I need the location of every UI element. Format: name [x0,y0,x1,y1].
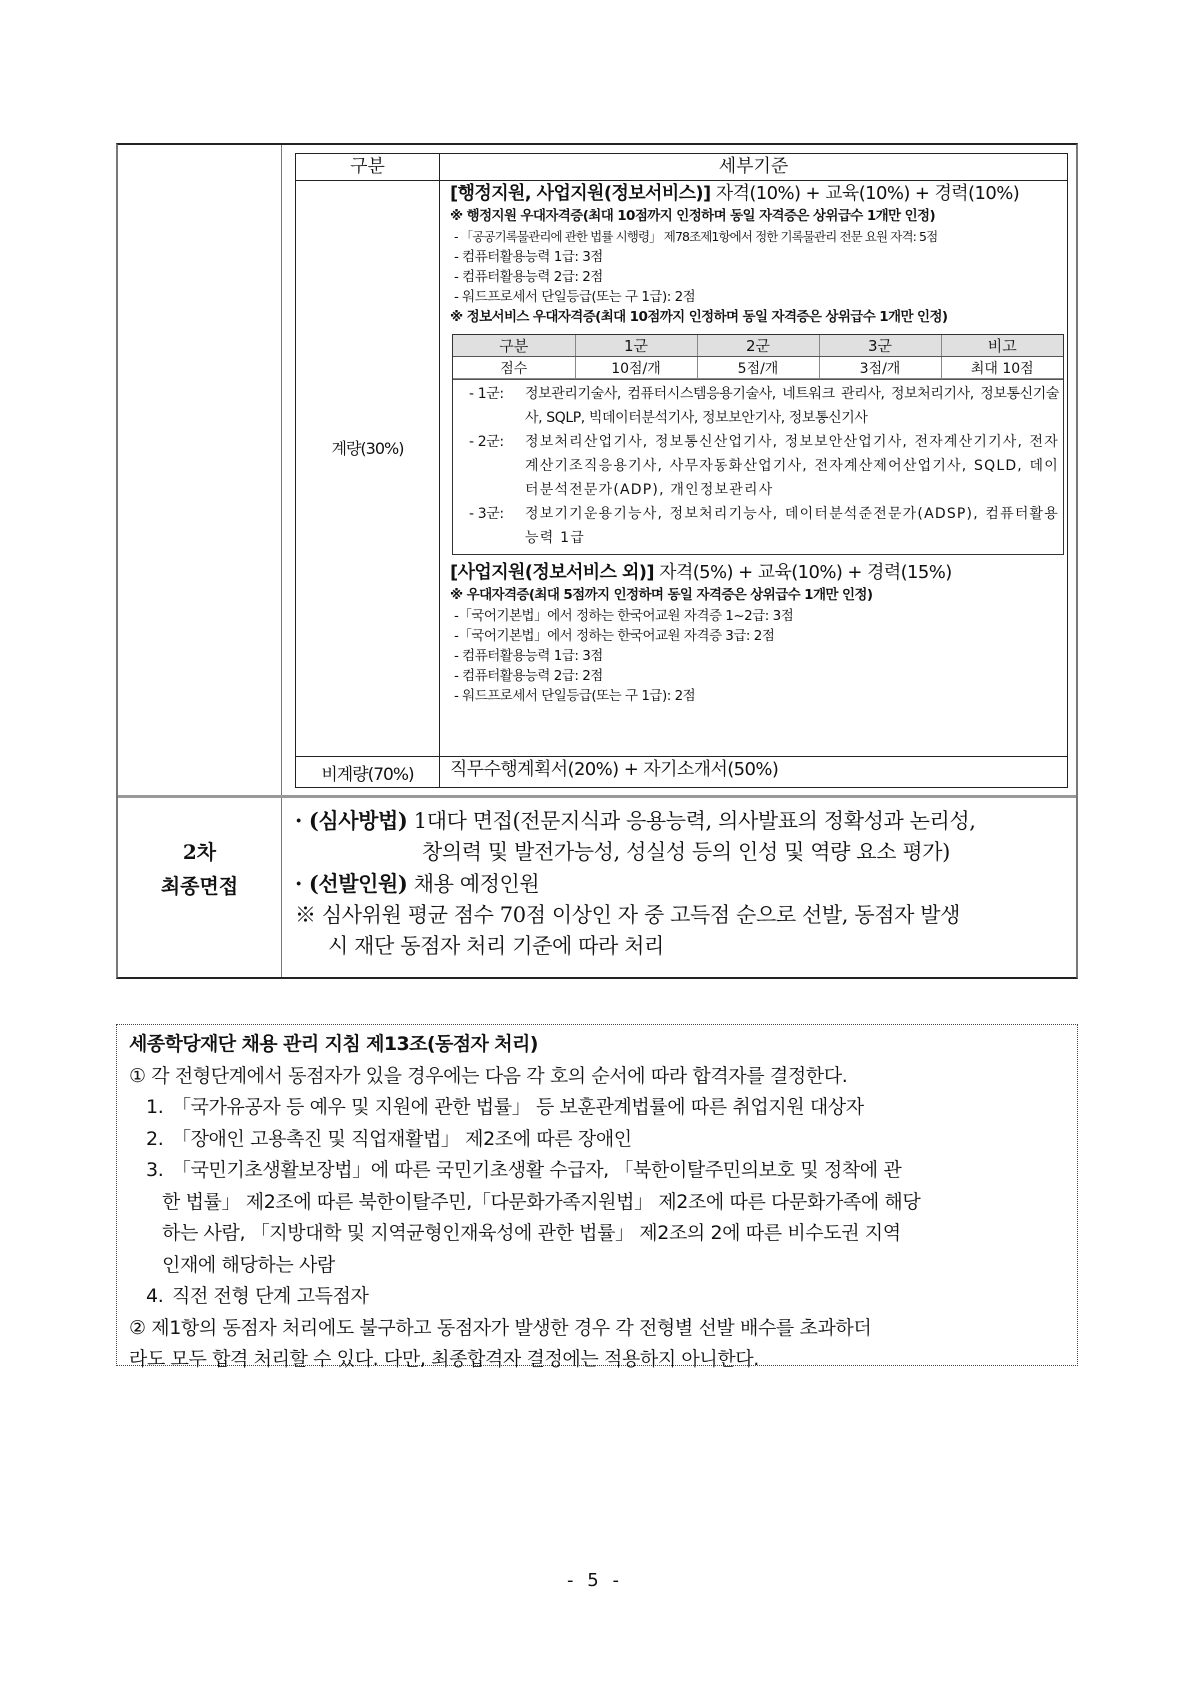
group-score-cell: 최대 10점 [941,357,1063,379]
admin-cert-item: - 컴퓨터활용능력 1급: 3점 [454,249,603,265]
section2-cert-item: - 컴퓨터활용능력 1급: 3점 [454,648,603,664]
cert-group-3 [469,502,1059,550]
nonquant-divider [296,756,1067,757]
stage2-label-line2: 최종면접 [160,874,239,898]
page-number: - 5 - [567,1570,623,1591]
rule-paragraph-2: ② 제1항의 동점자 처리에도 불구하고 동점자가 발생한 경우 각 전형별 선발 배수를 초과하더 [129,1316,872,1339]
method-line [295,805,1065,837]
admin-cert-note: ※ 행정지원 우대자격증(최대 10점까지 인정하며 동일 자격증은 상위급수 1개만 인정) [450,208,936,224]
cert-group-table [452,334,1064,555]
group-score-cell: 3점/개 [819,357,941,379]
rule-item-text: 「장애인 고용촉진 및 직업재활법」 제2조에 따른 장애인 [172,1127,632,1150]
rule-item-number: 1. [146,1096,164,1118]
admin-cert-item: - 컴퓨터활용능력 2급: 2점 [454,269,603,285]
stage2-note-continuation: 시 재단 동점자 처리 기준에 따라 처리 [328,934,664,958]
group-header-cell: 구분 [453,335,575,357]
criteria-table [295,153,1068,788]
admin-cert-item: - 「공공기록물관리에 관한 법률 시행령」 제78조제1항에서 정한 기록물관리 전문 요원 자격: 5점 [454,229,938,244]
rule-item [129,1124,1067,1156]
rule-item [129,1155,1067,1187]
header-divider [296,180,1067,181]
section2-cert-item: - 워드프로세서 단일등급(또는 구 1급): 2점 [454,688,696,704]
group-key: - 3군: [469,506,504,522]
method-continuation: 창의력 및 발전가능성, 성실성 등의 인성 및 역량 요소 평가) [422,840,950,864]
section2-cert-note: ※ 우대자격증(최대 5점까지 인정하며 동일 자격증은 상위급수 1개만 인정) [450,587,873,603]
row-divider [118,795,1076,798]
rule-item-text: 직전 전형 단계 고득점자 [172,1285,369,1307]
nonquant-detail [450,758,1064,782]
tie-break-rule-box [116,1024,1078,1370]
rule-item-number: 4. [146,1285,164,1307]
group-score-cell: 점수 [453,357,575,379]
evaluation-table [116,143,1078,979]
section2-title [450,561,1064,585]
cert-group-list [453,379,1063,554]
quantitative-label: 계량(30%) [331,439,404,458]
rule-item [129,1092,1067,1124]
section1-title-bold: [행정지원, 사업지원(정보서비스)] [450,183,711,204]
rule-item-number: 3. [146,1159,164,1181]
header-category: 구분 [350,156,385,177]
nonquant-detail-text: 직무수행계획서(20%) + 자기소개서(50%) [450,759,779,780]
section2-title-weights: 자격(5%) + 교육(10%) + 경력(15%) [654,562,952,583]
select-line [295,868,1065,900]
rule-item-continuation: 인재에 해당하는 사람 [162,1253,335,1276]
admin-cert-item: - 워드프로세서 단일등급(또는 구 1급): 2점 [454,289,696,305]
group-table-header [453,335,1063,357]
stage2-detail [295,805,1065,962]
group-value: 정보관리기술사, 컴퓨터시스템응용기술사, 네트워크 관리사, 정보처리기사, 정보통신기술사, SQLP, 빅데이터분석기사, 정보보안기사, 정보통신기사 [525,386,1059,426]
rule-item-continuation: 한 법률」 제2조에 따른 북한이탈주민,「다문화가족지원법」 제2조에 따른 다문화가족에 해당 [162,1190,921,1213]
section2-title-bold: [사업지원(정보서비스 외)] [450,562,655,583]
group-header-cell: 3군 [819,335,941,357]
section2-cert-item: -「국어기본법」에서 정하는 한국어교원 자격증 1~2급: 3점 [454,608,794,624]
group-value: 정보처리산업기사, 정보통신산업기사, 정보보안산업기사, 전자계산기기사, 전자계산기조직응용기사, 사무자동화산업기사, 전자계산제어산업기사, SQLD, 데이터분석전문가(ADP), 개인정보관리사 [525,434,1059,498]
criteria-column-divider [439,154,440,787]
stage2-label [118,835,281,903]
column-divider [281,145,282,977]
rule-item-text: 「국민기초생활보장법」에 따른 국민기초생활 수급자, 「북한이탈주민의보호 및 정착에 관 [172,1159,902,1181]
group-score-row [453,357,1063,379]
section2-cert-item: - 컴퓨터활용능력 2급: 2점 [454,668,603,684]
group-header-cell: 비고 [941,335,1063,357]
stage2-label-line1: 2차 [182,840,217,864]
section2-cert-item: -「국어기본법」에서 정하는 한국어교원 자격증 3급: 2점 [454,628,775,644]
group-header-cell: 1군 [575,335,697,357]
header-detail: 세부기준 [718,156,789,177]
stage2-note: ※ 심사위원 평균 점수 70점 이상인 자 중 고득점 순으로 선발, 동점자 발생 [295,903,961,927]
cert-group-1 [469,382,1059,430]
method-label: · (심사방법) [295,808,408,833]
group-value: 정보기기운용기능사, 정보처리기능사, 데이터분석준전문가(ADSP), 컴퓨터활용능력 1급 [525,506,1059,546]
group-score-cell: 5점/개 [697,357,819,379]
rule-item-continuation: 하는 사람, 「지방대학 및 지역균형인재육성에 관한 법률」 제2조의 2에 따른 비수도권 지역 [162,1222,901,1244]
cert-group-2 [469,430,1059,502]
rule-item-text: 「국가유공자 등 예우 및 지원에 관한 법률」 등 보훈관계법률에 따른 취업지원 대상자 [172,1096,864,1118]
group-score-cell: 10점/개 [575,357,697,379]
rule-title: 세종학당재단 채용 관리 지침 제13조(동점자 처리) [129,1033,538,1055]
group-header-cell: 2군 [697,335,819,357]
select-text: 채용 예정인원 [407,872,540,896]
rule-paragraph-2-continuation: 라도 모두 합격 처리할 수 있다. 다만, 최종합격자 결정에는 적용하지 아니한다. [129,1348,759,1370]
quantitative-detail [450,182,1064,706]
group-key: - 2군: [469,434,504,450]
info-cert-note: ※ 정보서비스 우대자격증(최대 10점까지 인정하며 동일 자격증은 상위급수 1개만 인정) [450,309,948,325]
rule-item-number: 2. [146,1127,164,1150]
rule-item [129,1281,1067,1313]
nonquant-label: 비계량(70%) [321,765,414,785]
section1-title [450,182,1064,206]
select-label: · (선발인원) [295,871,408,896]
method-text: 1대다 면접(전문지식과 응용능력, 의사발표의 정확성과 논리성, [407,809,976,833]
rule-paragraph-1: ① 각 전형단계에서 동점자가 있을 경우에는 다음 각 호의 순서에 따라 합격자를 결정한다. [129,1064,848,1087]
section1-title-weights: 자격(10%) + 교육(10%) + 경력(10%) [710,183,1020,204]
group-key: - 1군: [469,386,504,402]
